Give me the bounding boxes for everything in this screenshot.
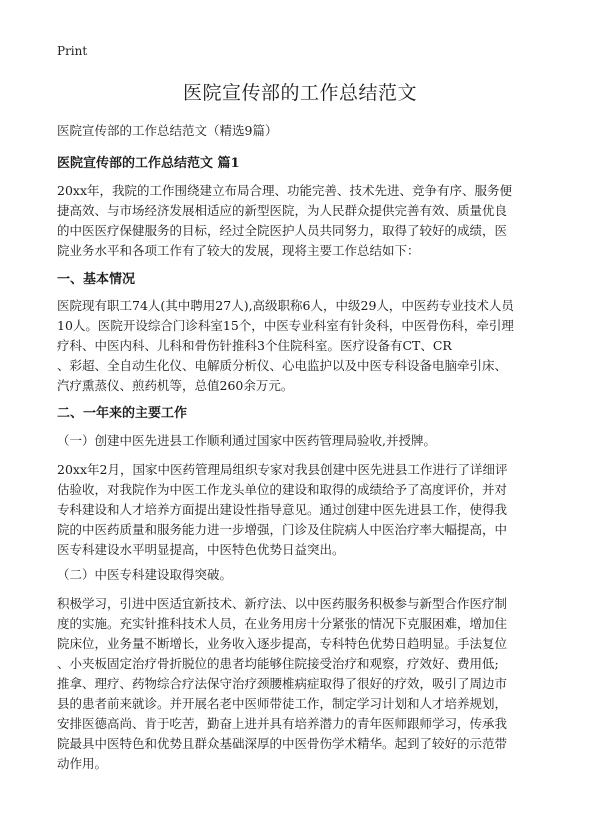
sub2-line: 积极学习，引进中医适宜新技术、新疗法、以中医药服务积极参与新型合作医疗制 (57, 596, 508, 611)
part-heading-block (57, 152, 545, 171)
section1-line: 医院现有职工74人(其中聘用27人),高级职称6人，中级29人，中医药专业技术人员 (57, 298, 514, 313)
document-title: 医院宣传部的工作总结范文 (182, 82, 417, 104)
sub2-line: 安排医德高尚、肯于吃苦，勤奋上进并具有培养潜力的青年医师跟师学习，传承我 (57, 716, 508, 731)
section1-line: 、彩超、全自动生化仪、电解质分析仪、心电监护以及中医专科设备电脑牵引床、 (57, 358, 508, 373)
section1-heading: 一、基本情况 (57, 272, 136, 287)
sub2-line: 动作用。 (57, 756, 108, 771)
intro-line: 捷高效、与市场经济发展相适应的新型医院，为人民群众提供完善有效、质量优良 (57, 203, 508, 218)
sub1-line: 院的中医药质量和服务能力进一步增强，门诊及住院病人中医治疗率大幅提高，中 (57, 522, 508, 537)
section1-line: 汽疗熏蒸仪、煎药机等，总值260余万元。 (57, 378, 294, 393)
sub1-line: 专科建设和人才培养方面提出建设性指导意见。通过创建中医先进县工作，使得我 (57, 502, 508, 517)
sub1-line: 医专科建设水平明显提高，中医特色优势日益突出。 (57, 542, 345, 557)
sub2-paragraph (57, 594, 545, 774)
section2-heading: 二、一年来的主要工作 (57, 406, 188, 421)
sub2-heading-block (57, 565, 545, 583)
intro-line: 的中医医疗保健服务的目标，经过全院医护人员共同努力，取得了较好的成绩，医 (57, 223, 508, 238)
section1-heading-block (57, 268, 545, 287)
part-heading: 医院宣传部的工作总结范文 篇1 (57, 156, 240, 171)
section2-heading-block (57, 402, 545, 421)
sub1-heading-block (57, 431, 545, 449)
sub2-line: 县的患者前来就诊。并开展名老中医师带徒工作，制定学习计划和人才培养规划， (57, 696, 508, 711)
sub2-line: 度的实施。充实针推科技术人员，在业务用房十分紧张的情况下克服困难，增加住 (57, 616, 508, 631)
sub2-line: 、小夹板固定治疗骨折脱位的患者均能够住院接受治疗和观察，疗效好、费用低; (57, 656, 499, 671)
sub1-line: 20xx年2月，国家中医药管理局组织专家对我县创建中医先进县工作进行了详细评 (57, 462, 508, 477)
sub2-line: 院床位，业务量不断增长，业务收入逐步提高，专科特色优势日趋明显。手法复位 (57, 636, 508, 651)
sub1-heading: （一）创建中医先进县工作顺利通过国家中医药管理局验收,并授牌。 (57, 433, 436, 448)
sub2-line: 院最具中医特色和优势且群众基础深厚的中医骨伤学术精华。起到了较好的示范带 (57, 736, 508, 751)
print-link[interactable]: Print (57, 44, 88, 58)
sub1-paragraph (57, 460, 545, 560)
intro-line: 院业务水平和各项工作有了较大的发展，现将主要工作总结如下： (57, 243, 420, 258)
document-subtitle: 医院宣传部的工作总结范文（精选9篇） (57, 123, 278, 138)
sub1-line: 估验收，对我院作为中医工作龙头单位的建设和取得的成绩给予了高度评价，并对 (57, 482, 508, 497)
section1-line: 疗科、中医内科、儿科和骨伤针推科3个住院科室。医疗设备有CT、CR (57, 338, 452, 353)
section1-line: 10人。医院开设综合门诊科室15个，中医专业科室有针灸科，中医骨伤科，牵引理 (57, 318, 514, 333)
section1-paragraph (57, 296, 545, 396)
intro-paragraph (57, 181, 545, 261)
intro-line: 20xx年，我院的工作围绕建立布局合理、功能完善、技术先进、竞争有序、服务便 (57, 183, 513, 198)
sub2-line: 推拿、理疗、药物综合疗法保守治疗颈腰椎病症取得了很好的疗效，吸引了周边市 (57, 676, 508, 691)
sub2-heading: （二）中医专科建设取得突破。 (57, 567, 233, 582)
